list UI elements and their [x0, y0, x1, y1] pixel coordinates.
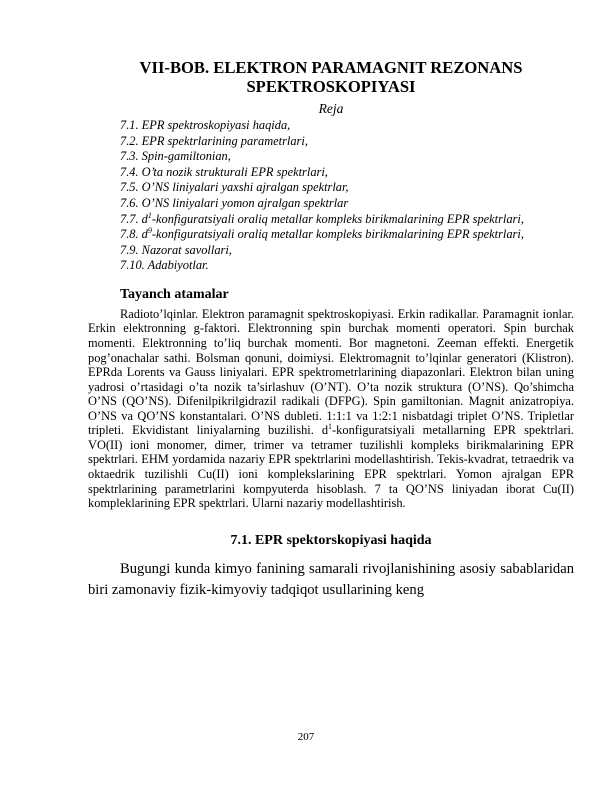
plan-item: 7.2. EPR spektrlarining parametrlari,	[120, 133, 308, 148]
document-page	[88, 58, 574, 601]
plan-item-8-sup: 9	[147, 226, 152, 236]
chapter-title	[88, 58, 574, 96]
plan-item: 7.1. EPR spektroskopiyasi haqida,	[120, 118, 291, 132]
section-heading: 7.1. EPR spektorskopiyasi haqida	[230, 532, 432, 548]
keywords-text-sup: 1	[328, 422, 333, 432]
plan-list	[88, 118, 574, 274]
keywords-heading: Tayanch atamalar	[120, 286, 229, 302]
plan-item: 7.10. Adabiyotlar.	[120, 258, 209, 273]
keywords-text-part-2: -konfiguratsiyali metallarning EPR spektrlari. VO(II) ioni monomer, dimer, trimer va tetramer tuzilishli kompleks birikmalarining EPR spektrlari. EHM yordamida nazariy EPR spektrlarini modellashtirish. Tekis-kvadrat, tetraedrik va oktaedrik tuzilishli Cu(II) ioni komplekslarining EPR spektrlari. Yomon ajralgan EPR spektrlarining parametrlarini kompyuterda hisoblash. 7 ta QO’NS liniyadan iborat Cu(II) kompleklarining EPR spektrlari. Ularni nazariy modellashtirish.	[88, 423, 575, 511]
plan-item: 7.3. Spin-gamiltonian,	[120, 149, 231, 164]
plan-item: 7.5. O’NS liniyalari yaxshi ajralgan spektrlar,	[120, 180, 349, 195]
plan-item: 7.9. Nazorat savollari,	[120, 242, 232, 257]
plan-item-8-post: -konfiguratsiyali oraliq metallar kompleks birikmalarining EPR spektrlari,	[151, 227, 524, 242]
plan-item	[88, 227, 574, 243]
plan-item: 7.6. O’NS liniyalari yomon ajralgan spektrlar	[120, 195, 349, 210]
plan-heading: Reja	[318, 101, 344, 116]
page-number: 207	[297, 731, 315, 743]
plan-item: 7.4. O’ta nozik strukturali EPR spektrlari,	[120, 164, 328, 179]
chapter-title-line-2: SPEKTROSKOPIYASI	[246, 77, 416, 96]
plan-item-8-pre: 7.8. d	[120, 227, 148, 242]
plan-item-7-sup: 1	[147, 210, 152, 220]
keywords-text-part-1: Radioto’lqinlar. Elektron paramagnit spektroskopiyasi. Erkin radikallar. Paramagnit ionlar. Erkin elektronning g-faktori. Elektronning spin burchak momenti operatori. Spin burchak momenti. Elektronning to’liq burchak momenti. Bor magnetoni. Zeeman effekti. Energetik pog’onachalar sathi. Bolsman qonuni, doimiysi. Elektromagnit to’lqinlar generatori (Klistron). EPRda Lorents va Gauss liniyalari. EPR spektrometrlarining diapazonlari. Elektron bilan uning yadrosi o’rtasidagi o’ta nozik ta’sirlashuv (O’NT). O’ta nozik struktura (O’NS). Qo’shimcha O’NS (QO’NS). Difenilpikrilgidrazil radikali (DFPG). Spin gamiltonian. Magnit anizatropiya. O’NS va QO’NS konstantalari. O’NS dubleti. 1:1:1 va 1:2:1 nisbatdagi triplet O’NS. Tripletlar tripleti. Ekvidistant liniyalarning buzilishi. d	[88, 306, 574, 438]
chapter-title-line-1: VII-BOB. ELEKTRON PARAMAGNIT REZONANS	[139, 58, 523, 77]
plan-item	[88, 212, 574, 228]
section-paragraph: Bugungi kunda kimyo fanining samarali rivojlanishining asosiy sabablaridan biri zamonaviy fizik-kimyoviy tadqiqot usullarining keng	[88, 560, 574, 598]
plan-item-7-post: -konfiguratsiyali oraliq metallar kompleks birikmalarining EPR spektrlari,	[151, 211, 524, 226]
plan-item-7-pre: 7.7. d	[120, 211, 148, 226]
keywords-paragraph	[88, 307, 574, 511]
